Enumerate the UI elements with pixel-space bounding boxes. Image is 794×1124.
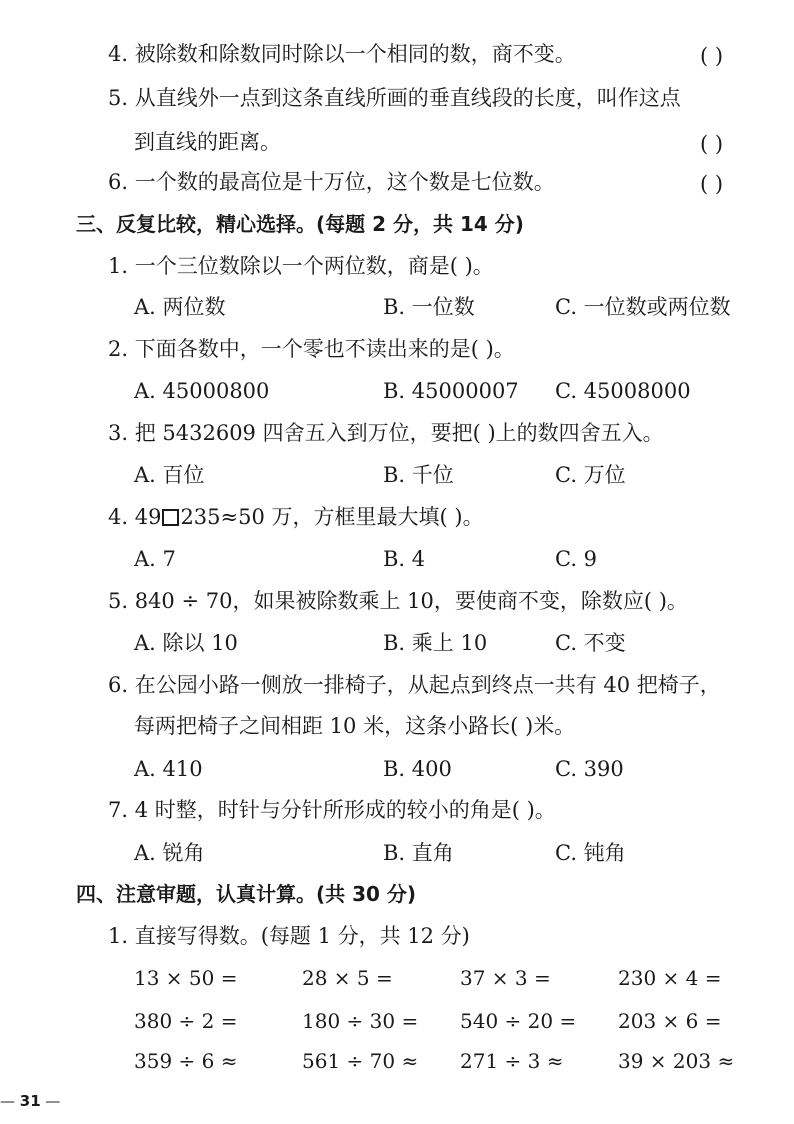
option-a[interactable]: A. 两位数 bbox=[134, 295, 226, 319]
option-b[interactable]: B. 一位数 bbox=[383, 295, 475, 319]
question-cont: 每两把椅子之间相距 10 米，这条小路长( )米。 bbox=[134, 714, 576, 738]
calc-item[interactable]: 271 ÷ 3 ≈ bbox=[460, 1049, 564, 1073]
option-a[interactable]: A. 45000800 bbox=[134, 379, 270, 403]
judge-item-5: 5. 从直线外一点到这条直线所画的垂直线段的长度，叫作这点 bbox=[108, 86, 681, 110]
option-a[interactable]: A. 锐角 bbox=[134, 841, 205, 865]
judge-item-5-cont: 到直线的距离。 bbox=[134, 130, 281, 154]
question: 6. 在公园小路一侧放一排椅子，从起点到终点一共有 40 把椅子， bbox=[108, 673, 721, 697]
option-c[interactable]: C. 390 bbox=[555, 757, 624, 781]
calc-item[interactable]: 203 × 6 = bbox=[618, 1009, 722, 1033]
calc-item[interactable]: 180 ÷ 30 = bbox=[302, 1009, 419, 1033]
option-b[interactable]: B. 4 bbox=[383, 547, 426, 571]
question: 7. 4 时整，时针与分针所形成的较小的角是( )。 bbox=[108, 798, 556, 822]
question: 3. 把 5432609 四舍五入到万位，要把( )上的数四舍五入。 bbox=[108, 421, 664, 445]
calc-item[interactable]: 561 ÷ 70 ≈ bbox=[302, 1049, 419, 1073]
page-number: — 31 — bbox=[0, 1092, 61, 1110]
option-a[interactable]: A. 除以 10 bbox=[134, 631, 238, 655]
option-c[interactable]: C. 一位数或两位数 bbox=[555, 295, 731, 319]
option-b[interactable]: B. 千位 bbox=[383, 463, 454, 487]
question: 1. 一个三位数除以一个两位数，商是( )。 bbox=[108, 254, 494, 278]
question-suffix: 235≈50 万，方框里最大填( )。 bbox=[180, 505, 484, 529]
option-c[interactable]: C. 9 bbox=[555, 547, 598, 571]
option-c[interactable]: C. 钝角 bbox=[555, 841, 626, 865]
option-a[interactable]: A. 7 bbox=[134, 547, 176, 571]
blank-box[interactable] bbox=[162, 509, 179, 526]
option-b[interactable]: B. 400 bbox=[383, 757, 452, 781]
option-b[interactable]: B. 乘上 10 bbox=[383, 631, 488, 655]
option-c[interactable]: C. 万位 bbox=[555, 463, 626, 487]
judge-item-6: 6. 一个数的最高位是十万位，这个数是七位数。 bbox=[108, 170, 555, 194]
calc-item[interactable]: 540 ÷ 20 = bbox=[460, 1009, 577, 1033]
section-title: 四、注意审题，认真计算。(共 30 分) bbox=[76, 882, 417, 906]
question bbox=[108, 507, 484, 528]
question-prefix: 4. 49 bbox=[108, 505, 162, 529]
section-title: 三、反复比较，精心选择。(每题 2 分，共 14 分) bbox=[76, 212, 524, 236]
option-b[interactable]: B. 45000007 bbox=[383, 379, 519, 403]
answer-paren[interactable]: ( ) bbox=[700, 132, 724, 156]
judge-item-4: 4. 被除数和除数同时除以一个相同的数，商不变。 bbox=[108, 42, 576, 66]
calc-item[interactable]: 380 ÷ 2 = bbox=[134, 1009, 238, 1033]
option-b[interactable]: B. 直角 bbox=[383, 841, 454, 865]
sub-question: 1. 直接写得数。(每题 1 分，共 12 分) bbox=[108, 924, 470, 948]
calc-item[interactable]: 39 × 203 ≈ bbox=[618, 1049, 735, 1073]
answer-paren[interactable]: ( ) bbox=[700, 44, 724, 68]
question: 5. 840 ÷ 70，如果被除数乘上 10，要使商不变，除数应( )。 bbox=[108, 589, 688, 613]
answer-paren[interactable]: ( ) bbox=[700, 172, 724, 196]
option-a[interactable]: A. 410 bbox=[134, 757, 203, 781]
calc-item[interactable]: 359 ÷ 6 ≈ bbox=[134, 1049, 238, 1073]
option-a[interactable]: A. 百位 bbox=[134, 463, 205, 487]
option-c[interactable]: C. 45008000 bbox=[555, 379, 691, 403]
option-c[interactable]: C. 不变 bbox=[555, 631, 626, 655]
calc-item[interactable]: 28 × 5 = bbox=[302, 966, 393, 990]
calc-item[interactable]: 230 × 4 = bbox=[618, 966, 722, 990]
calc-item[interactable]: 37 × 3 = bbox=[460, 966, 551, 990]
question: 2. 下面各数中，一个零也不读出来的是( )。 bbox=[108, 337, 515, 361]
calc-item[interactable]: 13 × 50 = bbox=[134, 966, 238, 990]
